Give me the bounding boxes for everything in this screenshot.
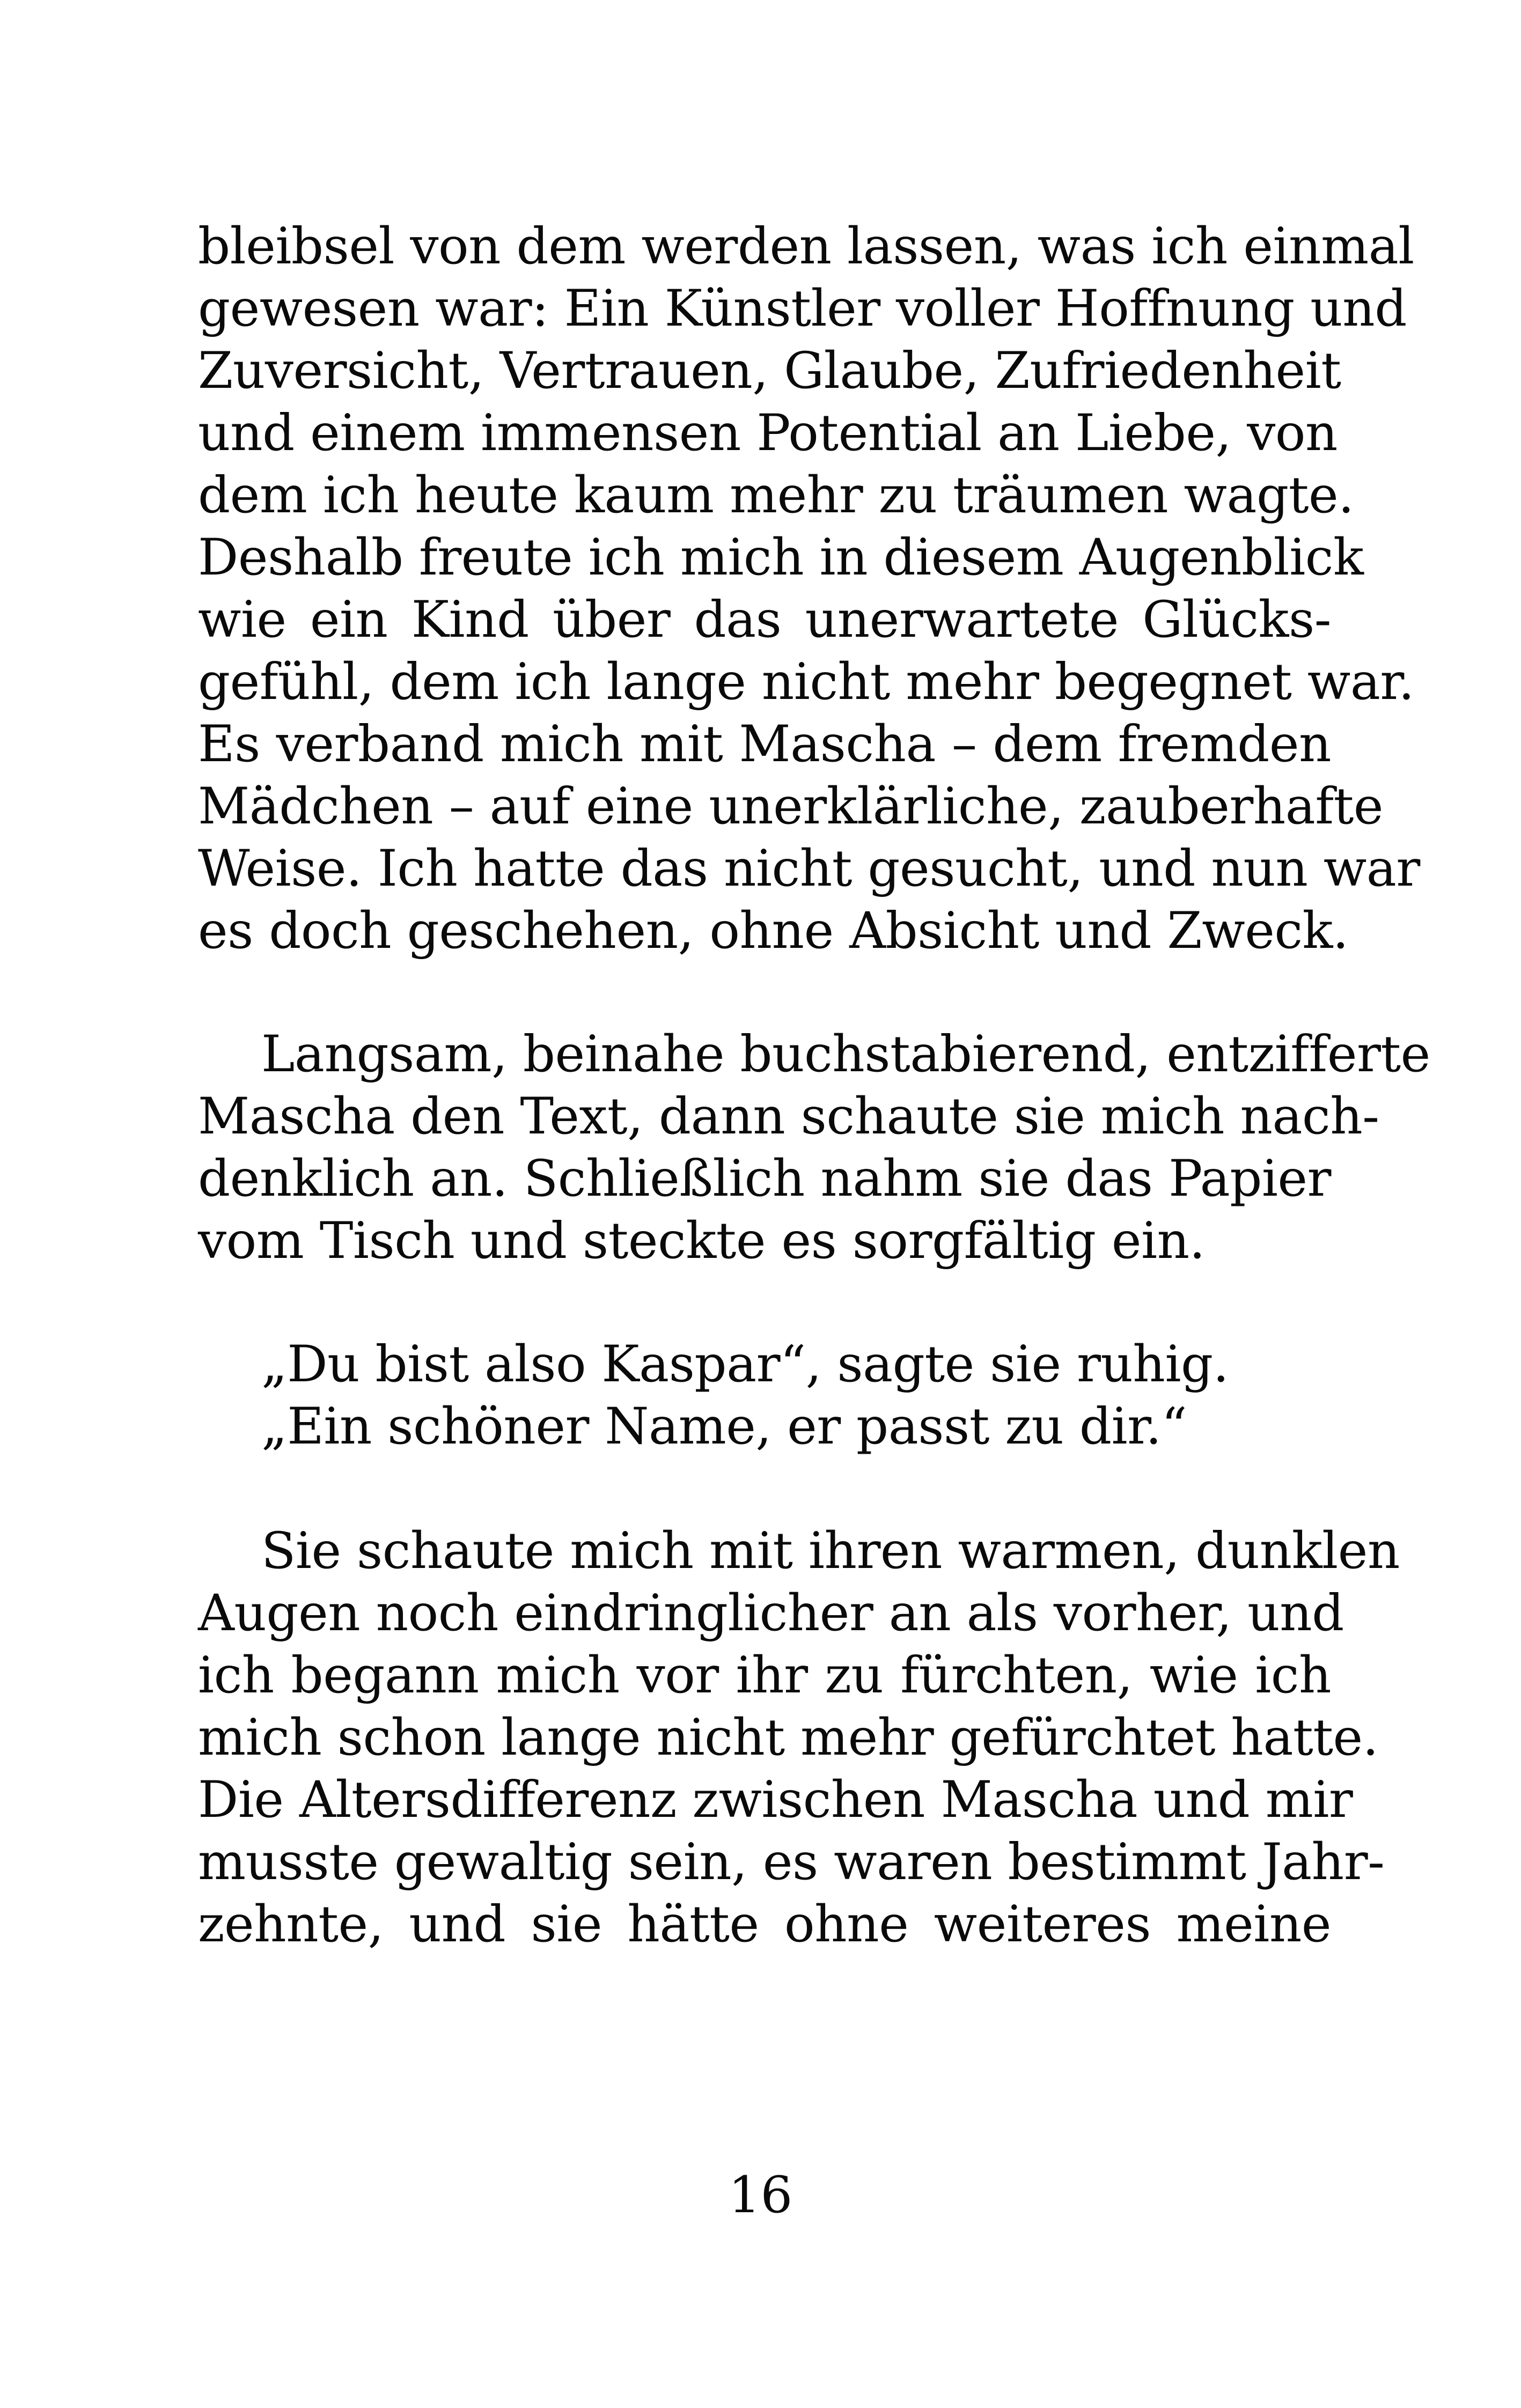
text-line: bleibsel von dem werden lassen, was ich einmal xyxy=(198,217,1414,276)
text-line: Deshalb freute ich mich in diesem Augenblick xyxy=(198,528,1364,587)
text-line: Zuversicht, Vertrauen, Glaube, Zufriedenheit xyxy=(198,342,1341,400)
page-number: 16 xyxy=(728,2166,793,2225)
dialogue-block xyxy=(198,1334,1331,1458)
text-line: musste gewaltig sein, es waren bestimmt Jahr- xyxy=(198,1833,1385,1891)
text-line: ich begann mich vor ihr zu fürchten, wie ich xyxy=(198,1646,1331,1705)
text-line: Mascha den Text, dann schaute sie mich nach- xyxy=(198,1087,1379,1146)
text-line: dem ich heute kaum mehr zu träumen wagte. xyxy=(198,466,1354,525)
paragraph-continuation xyxy=(198,216,1420,962)
text-line: denklich an. Schließlich nahm sie das Papier xyxy=(198,1150,1331,1208)
text-line: Die Altersdifferenz zwischen Mascha und mir xyxy=(198,1771,1353,1829)
text-line: Augen noch eindringlicher an als vorher, und xyxy=(198,1584,1344,1643)
text-line: Mädchen – auf eine unerklärliche, zauberhafte xyxy=(198,777,1384,836)
text-line: gewesen war: Ein Künstler voller Hoffnung und xyxy=(198,279,1407,338)
paragraph-augen xyxy=(198,1520,1400,1956)
text-line: Es verband mich mit Mascha – dem fremden xyxy=(198,715,1331,774)
text-line: und einem immensen Potential an Liebe, von xyxy=(198,404,1338,462)
text-line: vom Tisch und steckte es sorgfältig ein. xyxy=(198,1212,1206,1270)
text-line: Langsam, beinahe buchstabierend, entzifferte xyxy=(261,1025,1430,1084)
text-line: zehnte, und sie hätte ohne weiteres meine xyxy=(198,1895,1331,1954)
text-line: es doch geschehen, ohne Absicht und Zweck. xyxy=(198,902,1349,960)
text-line: mich schon lange nicht mehr gefürchtet hatte. xyxy=(198,1709,1379,1767)
text-line: Sie schaute mich mit ihren warmen, dunklen xyxy=(261,1522,1400,1580)
dialogue-line: „Du bist also Kaspar“, sagte sie ruhig. xyxy=(261,1335,1229,1394)
text-line: Weise. Ich hatte das nicht gesucht, und nun war xyxy=(198,840,1420,898)
paragraph-entziffern xyxy=(198,1023,1430,1272)
dialogue-line: „Ein schöner Name, er passt zu dir.“ xyxy=(261,1397,1187,1456)
text-line: gefühl, dem ich lange nicht mehr begegnet war. xyxy=(198,653,1414,711)
text-line: wie ein Kind über das unerwartete Glücks- xyxy=(198,591,1331,649)
